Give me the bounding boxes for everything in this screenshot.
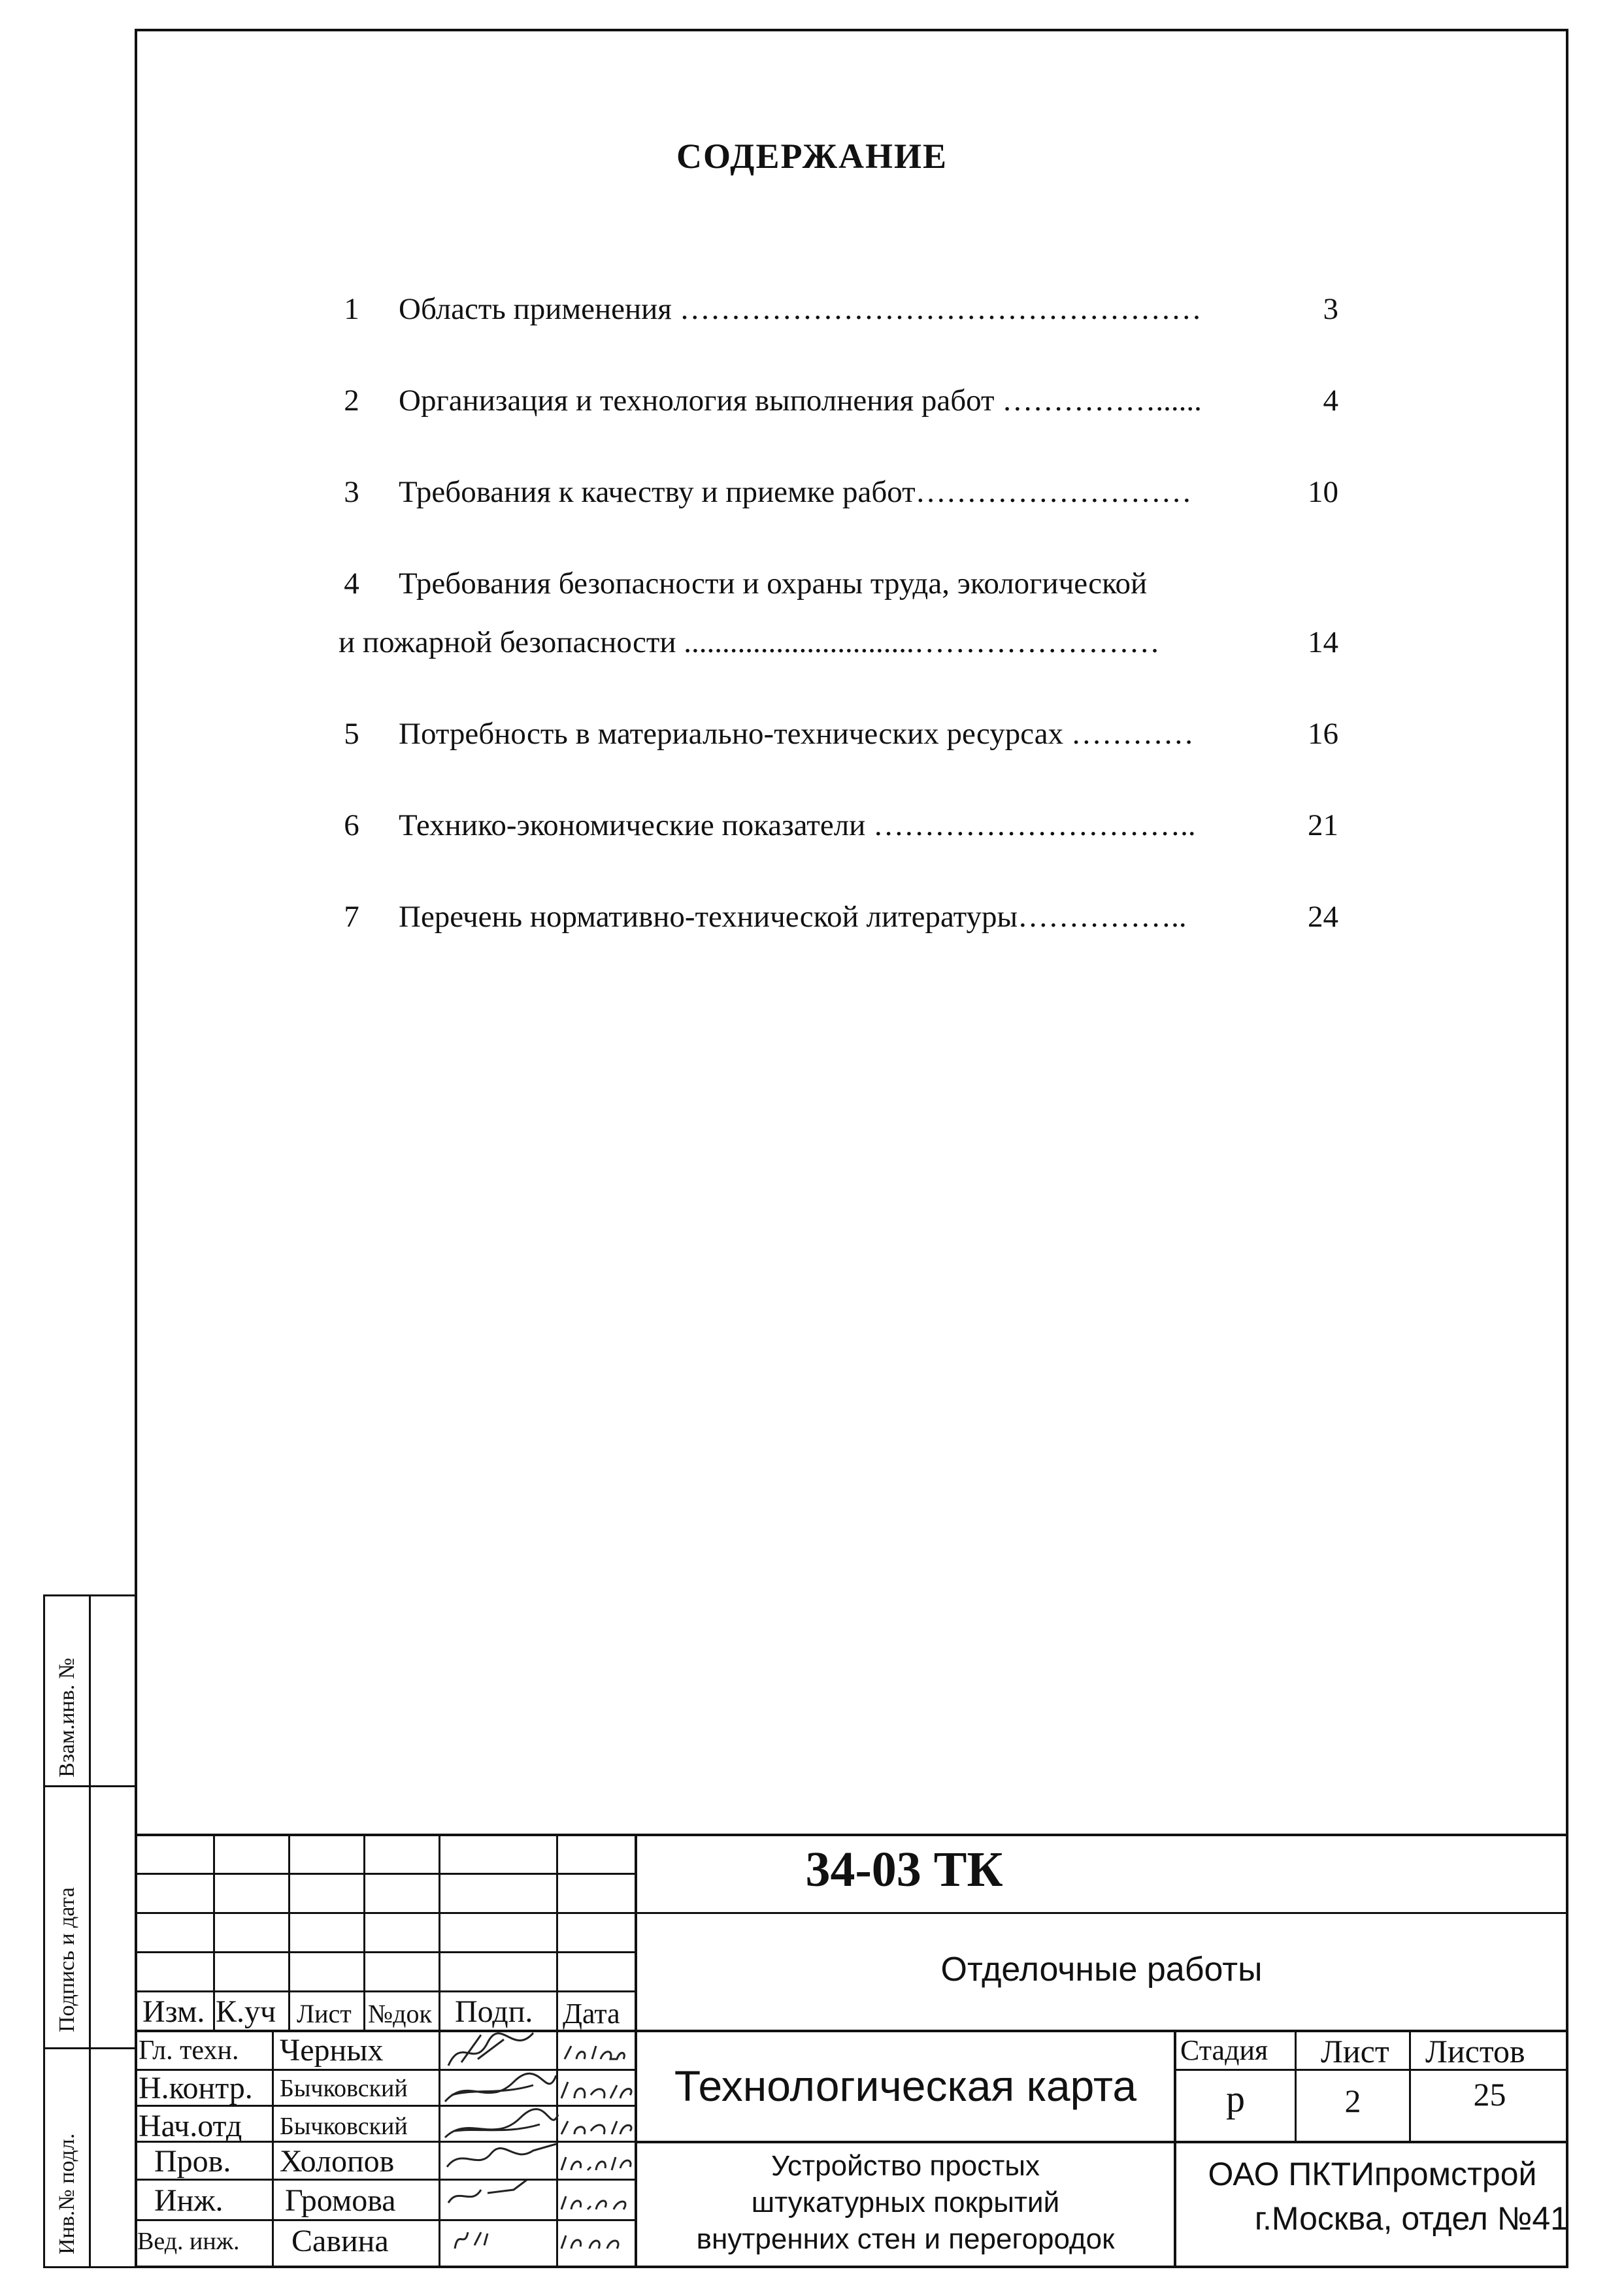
toc-title: Область применения xyxy=(399,292,672,326)
toc-title: Перечень нормативно-технической литературы xyxy=(399,900,1018,934)
toc-page: 4 xyxy=(1323,384,1338,418)
toc-title: Требования безопасности и охраны труда, экологической xyxy=(399,567,1148,601)
toc-number: 2 xyxy=(344,384,359,418)
side-label-vzam: Взам.инв. № xyxy=(55,1657,79,1777)
role-label: Н.контр. xyxy=(139,2071,253,2105)
toc-leader: …………………………………………… xyxy=(679,292,1202,326)
toc-leader: ……………...... xyxy=(1002,384,1202,418)
toc-item[interactable] xyxy=(339,802,1338,848)
title-block xyxy=(135,1834,1568,2268)
side-label-inv: Инв.№ подл. xyxy=(55,2133,79,2254)
toc-title: Технико-экономические показатели xyxy=(399,808,866,842)
toc-page: 21 xyxy=(1308,808,1338,842)
signatures-image xyxy=(442,2030,559,2268)
person-name: Бычковский xyxy=(280,2113,408,2140)
subject-line: внутренних стен и перегородок xyxy=(696,2223,1115,2255)
toc-title: Организация и технология выполнения работ xyxy=(399,384,995,418)
toc-leader: ..............................…………………… xyxy=(684,625,1160,659)
toc-leader: ………… xyxy=(1070,717,1194,751)
toc-title: Потребность в материально-технических ресурсах xyxy=(399,717,1064,751)
stage-header: Стадия xyxy=(1180,2034,1268,2066)
role-label: Гл. техн. xyxy=(139,2036,239,2066)
sheets-value: 25 xyxy=(1473,2076,1506,2113)
toc-page: 24 xyxy=(1308,900,1338,934)
person-name: Черных xyxy=(280,2033,384,2068)
header-ndok: №док xyxy=(368,1999,432,2028)
toc-leader: …………….. xyxy=(1018,900,1187,934)
toc-leader: ……………………… xyxy=(915,475,1192,509)
person-name: Громова xyxy=(285,2183,396,2218)
section-name: Отделочные работы xyxy=(940,1951,1263,1988)
toc-item[interactable] xyxy=(339,894,1338,940)
toc-item[interactable] xyxy=(339,711,1338,757)
toc-title: Требования к качеству и приемке работ xyxy=(399,475,916,509)
header-data: Дата xyxy=(563,1998,620,2030)
header-list: Лист xyxy=(297,1999,352,2028)
document-code: 34-03 ТК xyxy=(805,1842,1003,1897)
toc-item-continuation[interactable] xyxy=(339,619,1338,665)
side-inner-line xyxy=(89,1594,91,2268)
person-name: Савина xyxy=(291,2224,389,2258)
dates-image xyxy=(558,2030,637,2268)
toc-item[interactable] xyxy=(339,286,1338,332)
header-izm: Изм. xyxy=(142,1994,205,2029)
toc-item[interactable] xyxy=(339,378,1338,423)
toc-page: 16 xyxy=(1308,717,1338,751)
toc-leader: ………………………….. xyxy=(873,808,1196,842)
sheet-value: 2 xyxy=(1344,2083,1361,2119)
sheet-header: Лист xyxy=(1321,2033,1389,2070)
toc-number: 6 xyxy=(344,808,359,842)
toc-number: 1 xyxy=(344,292,359,326)
person-name: Бычковский xyxy=(280,2075,408,2102)
toc-title-line2: и пожарной безопасности xyxy=(339,625,676,659)
role-label: Инж. xyxy=(154,2183,224,2218)
organization-line: г.Москва, отдел №41 xyxy=(1254,2200,1568,2237)
toc-item[interactable] xyxy=(339,561,1338,606)
side-label-podpis: Подпись и дата xyxy=(55,1887,79,2032)
subject-line: Устройство простых xyxy=(771,2150,1040,2182)
role-label: Нач.отд xyxy=(139,2109,242,2143)
page-title: СОДЕРЖАНИЕ xyxy=(676,137,948,176)
role-label: Пров. xyxy=(154,2144,231,2179)
subject-line: штукатурных покрытий xyxy=(751,2186,1060,2219)
stage-value: р xyxy=(1226,2077,1245,2120)
toc-number: 4 xyxy=(344,567,359,601)
sheets-header: Листов xyxy=(1425,2033,1525,2070)
person-name: Холопов xyxy=(280,2144,395,2179)
document-name: Технологическая карта xyxy=(674,2062,1137,2110)
toc-number: 5 xyxy=(344,717,359,751)
organization-line: ОАО ПКТИпромстрой xyxy=(1208,2156,1537,2192)
role-label: Вед. инж. xyxy=(137,2228,240,2255)
header-kuch: К.уч xyxy=(216,1994,276,2029)
toc-item[interactable] xyxy=(339,469,1338,515)
toc-page: 14 xyxy=(1308,625,1338,659)
toc-number: 3 xyxy=(344,475,359,509)
toc-page: 10 xyxy=(1308,475,1338,509)
toc-page: 3 xyxy=(1323,292,1338,326)
toc-number: 7 xyxy=(344,900,359,934)
header-podp: Подп. xyxy=(455,1994,533,2029)
